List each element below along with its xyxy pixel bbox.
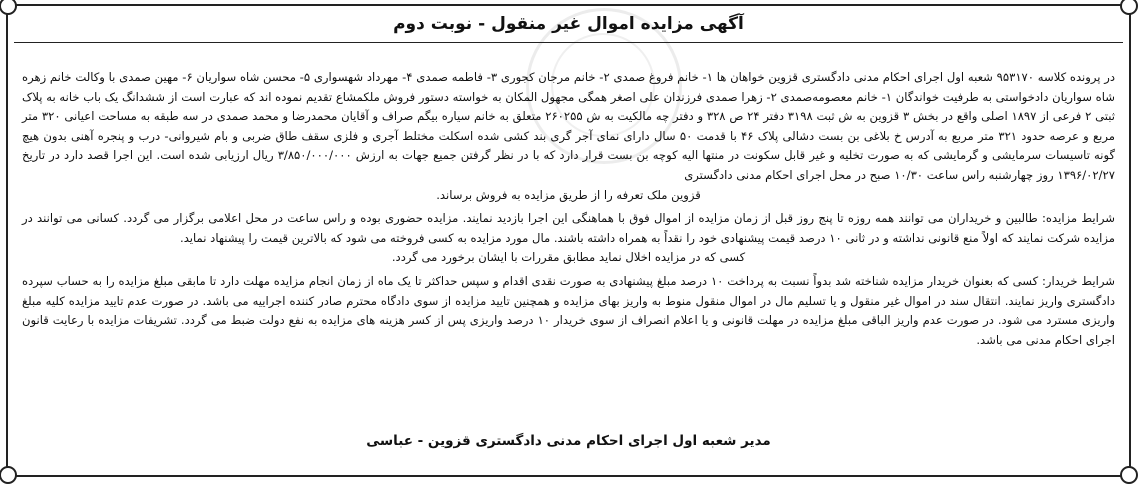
auction-conditions-ending: کسی که در مزایده اخلال نماید مطابق مقررات با ایشان برخورد می گردد.	[391, 250, 746, 265]
case-description-ending: قزوین ملک تعرفه را از طریق مزایده به فروش برساند.	[436, 187, 701, 202]
case-description-paragraph: در پرونده کلاسه ۹۵۳۱۷۰ شعبه اول اجرای احکام مدنی دادگستری قزوین خواهان ها ۱- خانم فروغ صمدی ۲- خانم مرجان کجوری ۳- فاطمه صمدی ۴- مهرداد شهسواری ۵- محسن شاه سواریان ۶- مهین صمدی با وکالت خانم زهره شاه سواریان دادخواستی به طرفیت خواندگان ۱- خانم معصومه‌صمدی ۲- زهرا صمدی فرزندان علی اصغر همگی مجهول المکان به خواسته دستور فروش ملکمشاع تقدیم نموده اند که عبارت است از ششدانگ یک باب خانه به پلاک ثبتی ۲ فرعی از ۱۸۹۷ اصلی واقع در بخش ۳ قزوین به ش ثبت ۳۱۹۸ دفتر ۲۴ ص ۳۲۸ و دفتر چه مالکیت به ش ۲۶۰۲۵۵ متعلق به خانم سیاره بیگم صراف و آقایان محمدرضا و محمد صمدی در سه طبقه به مساحت اعیانی ۳۲۰ متر مربع و عرصه حدود ۳۲۱ متر مربع به آدرس خ بلاغی بن بست دشالی پلاک ۴۶ با قدمت ۵۰ سال دارای نمای آجر گری بند کشی شده اسکلت مختلط آجری و فلزی سقف طاق ضربی و بام شیروانی- درب و پنجره آهنی بدون هیچ گونه تاسیسات سرمایشی و گرمایشی که به صورت تخلیه و غیر قابل سکونت در منتها الیه کوچه بن بست قرار دارد که با در نظر گرفتن جمیع جهات به ارزش ۳/۸۵۰/۰۰۰/۰۰۰ ریال ارزیابی شده است. این اجرا قصد دارد در تاریخ ۱۳۹۶/۰۲/۲۷ روز چهارشنبه راس ساعت ۱۰/۳۰ صبح در محل اجرای احکام مدنی دادگستری	[22, 70, 1116, 182]
signature-line: مدیر شعبه اول اجرای احکام مدنی دادگستری قزوین - عباسی	[366, 433, 771, 449]
notice-body	[22, 68, 1115, 350]
corner-ornament	[1120, 466, 1138, 484]
buyer-conditions-paragraph: شرایط خریدار: کسی که بعنوان خریدار مزایده شناخته شد بدواً نسبت به پرداخت ۱۰ درصد مبلغ پیشنهادی به صورت نقدی اقدام و سپس حداکثر تا یک ماه از زمان انجام مزایده مهلت دارد تا مابقی مبلغ مزایده را به حساب سپرده دادگستری واریز نمایند. انتقال سند در اموال غیر منقول و یا تسلیم مال در اموال منقول منوط به واریز بهای مزایده و همچنین تایید مزایده از سوی دادگاه محترم صادر کننده اجراییه می باشد. در صورت عدم تایید مزایده کلیه مبلغ واریزی مسترد می شود. در صورت عدم واریز الباقی مبلغ مزایده در مهلت قانونی و یا اعلام انصراف از سوی خریدار ۱۰ درصد واریزی پس از کسر هزینه های مزایده به نفع دولت ضبط می گردد. تشریفات مزایده با رعایت قانون اجرای احکام مدنی می باشد.	[22, 273, 1115, 347]
corner-ornament	[1120, 0, 1138, 15]
auction-conditions-paragraph: شرایط مزایده: طالبین و خریداران می توانند همه روزه تا پنج روز قبل از زمان مزایده از اموال فوق با هماهنگی این اجرا بازدید نمایند. مزایده حضوری بوده و راس ساعت در محل اعلامی برگزار می گردد. کسانی می توانند در مزایده شرکت نمایند که اولاً منع قانونی نداشته و در ثانی ۱۰ درصد قیمت پیشنهادی خود را نقداً به همراه داشته باشند. مال مورد مزایده به کسی فروخته می شود که بالاترین قیمت را پیشنهاد نماید.	[22, 211, 1115, 245]
auction-notice	[6, 4, 1131, 477]
title-divider	[14, 42, 1123, 43]
corner-ornament	[0, 466, 17, 484]
notice-title: آگهی مزایده اموال غیر منقول - نوبت دوم	[393, 14, 744, 34]
corner-ornament	[0, 0, 17, 15]
